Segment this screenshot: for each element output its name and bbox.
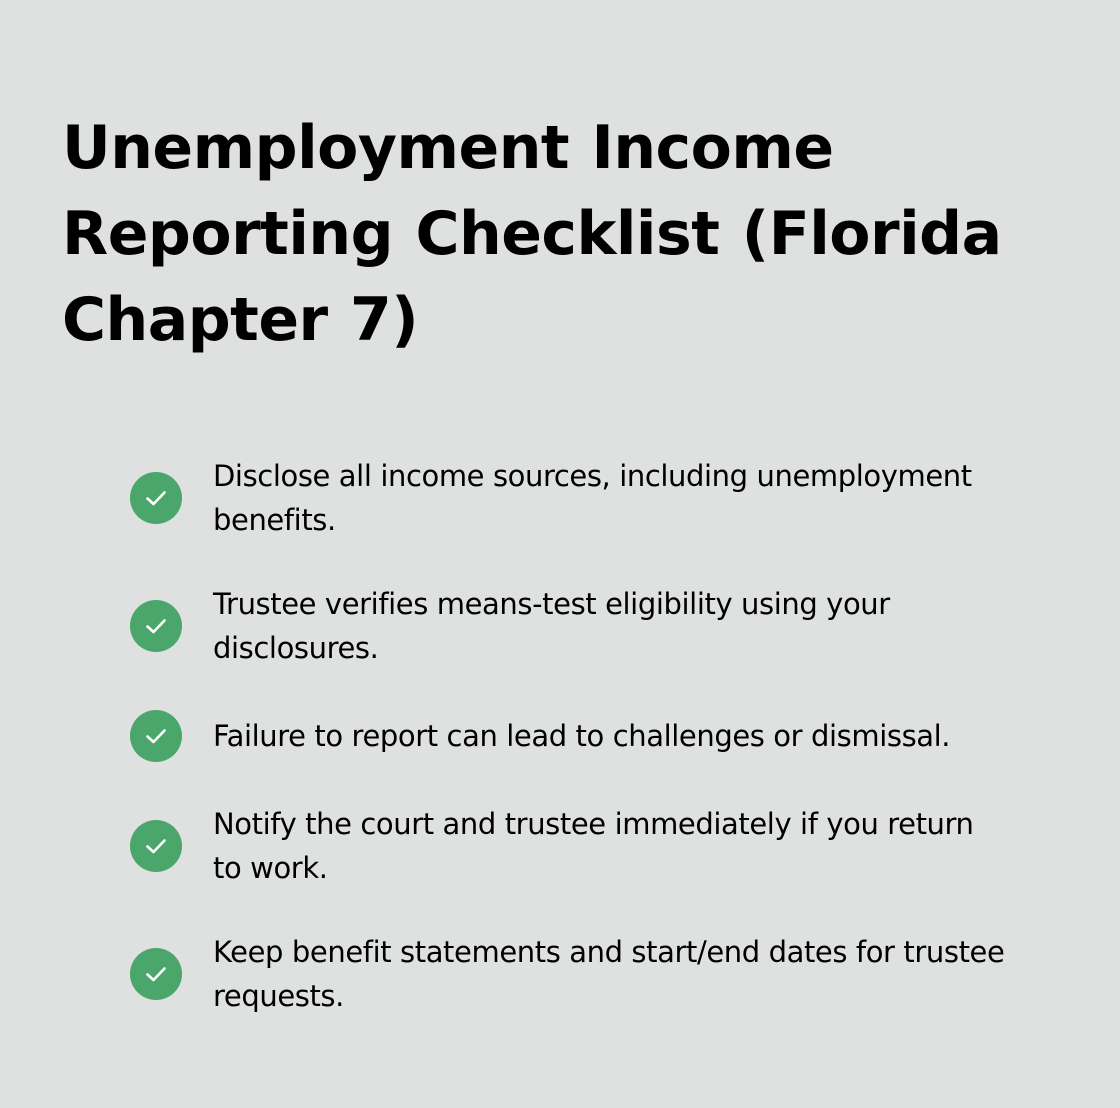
checklist-item-text: Notify the court and trustee immediately if you return to work. [213,807,974,885]
check-circle-icon [130,472,182,524]
checklist-item [130,710,1090,800]
check-circle-icon [130,948,182,1000]
check-circle-icon [130,820,182,872]
checklist-item [130,807,1090,910]
checklist-item-text: Failure to report can lead to challenges or dismissal. [213,719,951,753]
checklist-item [130,587,1090,690]
checklist-item-text: Trustee verifies means-test eligibility using your disclosures. [213,587,890,665]
check-circle-icon [130,710,182,762]
checklist-item-text: Keep benefit statements and start/end dates for trustee requests. [213,935,1005,1013]
checklist-item [130,459,1090,562]
check-circle-icon [130,600,182,652]
checklist-item [130,935,1090,1038]
checklist-item-text: Disclose all income sources, including unemployment benefits. [213,459,972,537]
page-title: Unemployment Income Reporting Checklist (Florida Chapter 7) [62,113,1002,355]
